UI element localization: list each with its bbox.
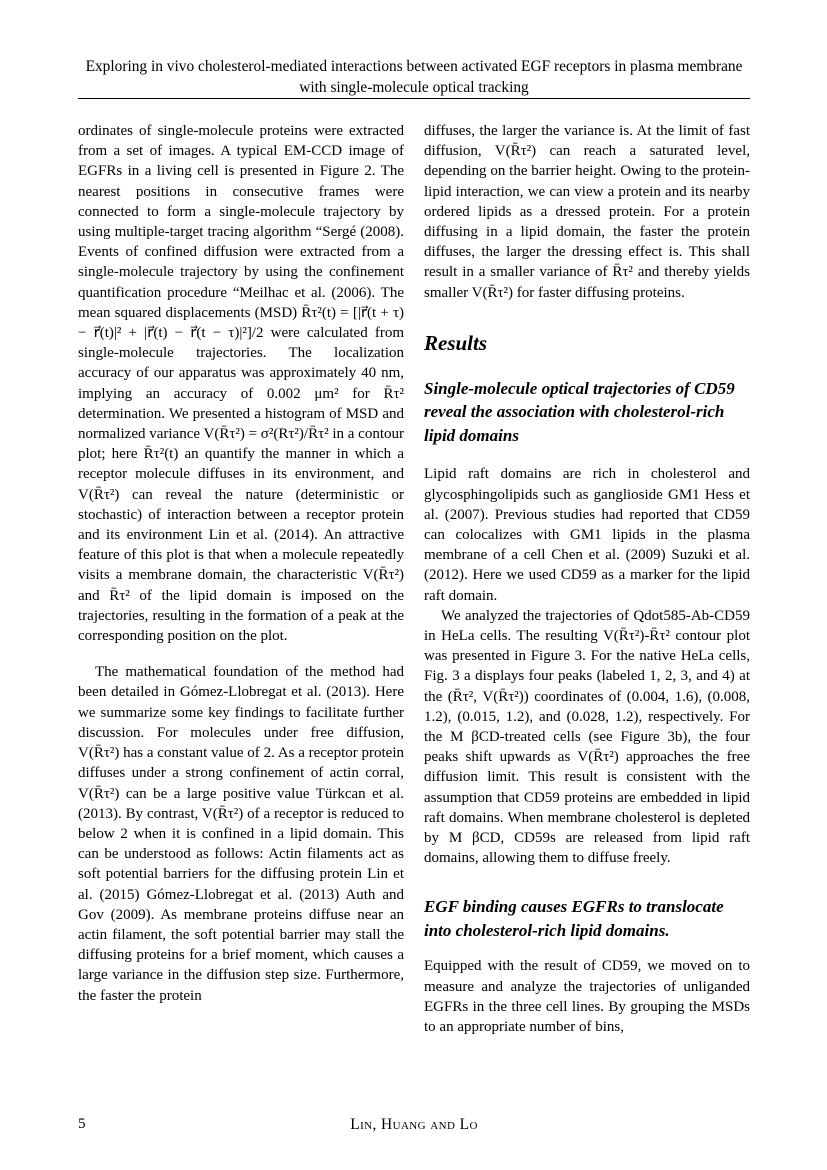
body-paragraph: Lipid raft domains are rich in cholesterol and glycosphingolipids such as ganglioside GM1 Hess et al. (2007). Previous studies had reported that CD59 can colocalizes with GM1 lipids in the plasma membrane of a cell Chen et al. (2009) Suzuki et al. (2012). Here we used CD59 as a marker for the lipid raft domain. [424, 466, 750, 604]
running-head: Lin, Huang and Lo [350, 1116, 478, 1133]
paper-title: Exploring in vivo cholesterol-mediated interactions between activated EGF receptors in plasma membrane with single-molecule optical tracking [85, 58, 743, 96]
body-paragraph: Equipped with the result of CD59, we moved on to measure and analyze the trajectories of unliganded EGFRs in the three cell lines. By grouping the MSDs to an appropriate number of bins, [424, 958, 750, 1035]
body-paragraph: The mathematical foundation of the method had been detailed in Gómez-Llobregat et al. (2013). Here we summarize some key findings to facilitate further discussion. For molecules under free diffusion, V(R̄τ²) has a constant value of 2. As a receptor protein diffuses under a strong confinement of actin corral, V(R̄τ²) can be a large positive value Türkcan et al. (2013). By contrast, V(R̄τ²) of a receptor is reduced to below 2 when it is confined in a lipid domain. This can be understood as follows: Actin filaments act as soft potential barriers for the diffusing protein Lin et al. (2015) Gómez-Llobregat et al. (2013) Auth and Gov (2009). As membrane proteins diffuse near an actin filament, the soft potential barrier may stall the diffusing proteins for a brief moment, which causes a large variance in the diffusion step size. Furthermore, the faster the protein [78, 664, 404, 1004]
page-number: 5 [78, 1116, 86, 1132]
subsection-heading-cd59: Single-molecule optical trajectories of CD59 reveal the association with cholesterol-rich lipid domains [424, 378, 735, 445]
header-rule [78, 98, 750, 99]
section-heading-results: Results [424, 330, 488, 355]
two-column-body [78, 121, 750, 1037]
body-paragraph: We analyzed the trajectories of Qdot585-Ab-CD59 in HeLa cells. The resulting V(R̄τ²)-R̄τ² contour plot was presented in Figure 3. For the native HeLa cells, Fig. 3 a displays four peaks (labeled 1, 2, 3, and 4) at the (R̄τ², V(R̄τ²)) coordinates of (0.004, 1.6), (0.008, 1.2), (0.015, 1.2), and (0.028, 1.2), respectively. For the M βCD-treated cells (see Figure 3b), the four peaks shift upwards as V(R̄τ²) approaches the free diffusion limit. This result is consistent with the assumption that CD59 proteins are embedded in lipid raft domains. When membrane cholesterol is depleted by M βCD, CD59s are released from lipid raft domains, allowing them to diffuse freely. [424, 607, 750, 867]
subsection-heading-egf: EGF binding causes EGFRs to translocate into cholesterol-rich lipid domains. [424, 897, 724, 940]
body-paragraph: ordinates of single-molecule proteins were extracted from a set of images. A typical EM-CCD image of EGFRs in a living cell is presented in Figure 2. The nearest positions in consecutive frames were connected to form a single-molecule trajectory by using multiple-target tracing algorithm “Sergé (2008). Events of confined diffusion were extracted from a single-molecule trajectory by using the confinement quantification procedure “Meilhac et al. (2006). The mean squared displacements (MSD) R̄τ²(t) = [|r⃗(t + τ) − r⃗(t)|² + |r⃗(t) − r⃗(t − τ)|²]/2 were calculated from single-molecule trajectories. The localization accuracy of our apparatus was approximately 40 nm, implying an accuracy of 0.002 μm² for R̄τ² determination. We presented a histogram of MSD and normalized variance V(R̄τ²) = σ²(Rτ²)/R̄τ² in a contour plot; here R̄τ²(t) an quantify the manner in which a receptor molecule diffuses in its environment, and V(R̄τ²) can reveal the nature (deterministic or stochastic) of interaction between a receptor protein and its environment Lin et al. (2014). An attractive feature of this plot is that when a molecule repeatedly visits a membrane domain, the characteristic V(R̄τ²) and R̄τ² of the lipid domain is imposed on the trajectories, resulting in the formation of a peak at the corresponding position on the plot. [78, 123, 405, 645]
body-paragraph: diffuses, the larger the variance is. At the limit of fast diffusion, V(R̄τ²) can reach a saturated level, depending on the barrier height. Owing to the protein-lipid interaction, we can view a protein and its nearby ordered lipids as a dressed protein. For a protein diffusing in a lipid domain, the faster the protein diffuses, the larger the dressing effect is. This shall result in a smaller variance of R̄τ² and thereby yields smaller V(R̄τ²) for faster diffusing proteins. [424, 123, 750, 301]
right-column [424, 121, 750, 1037]
left-column [78, 121, 404, 1037]
